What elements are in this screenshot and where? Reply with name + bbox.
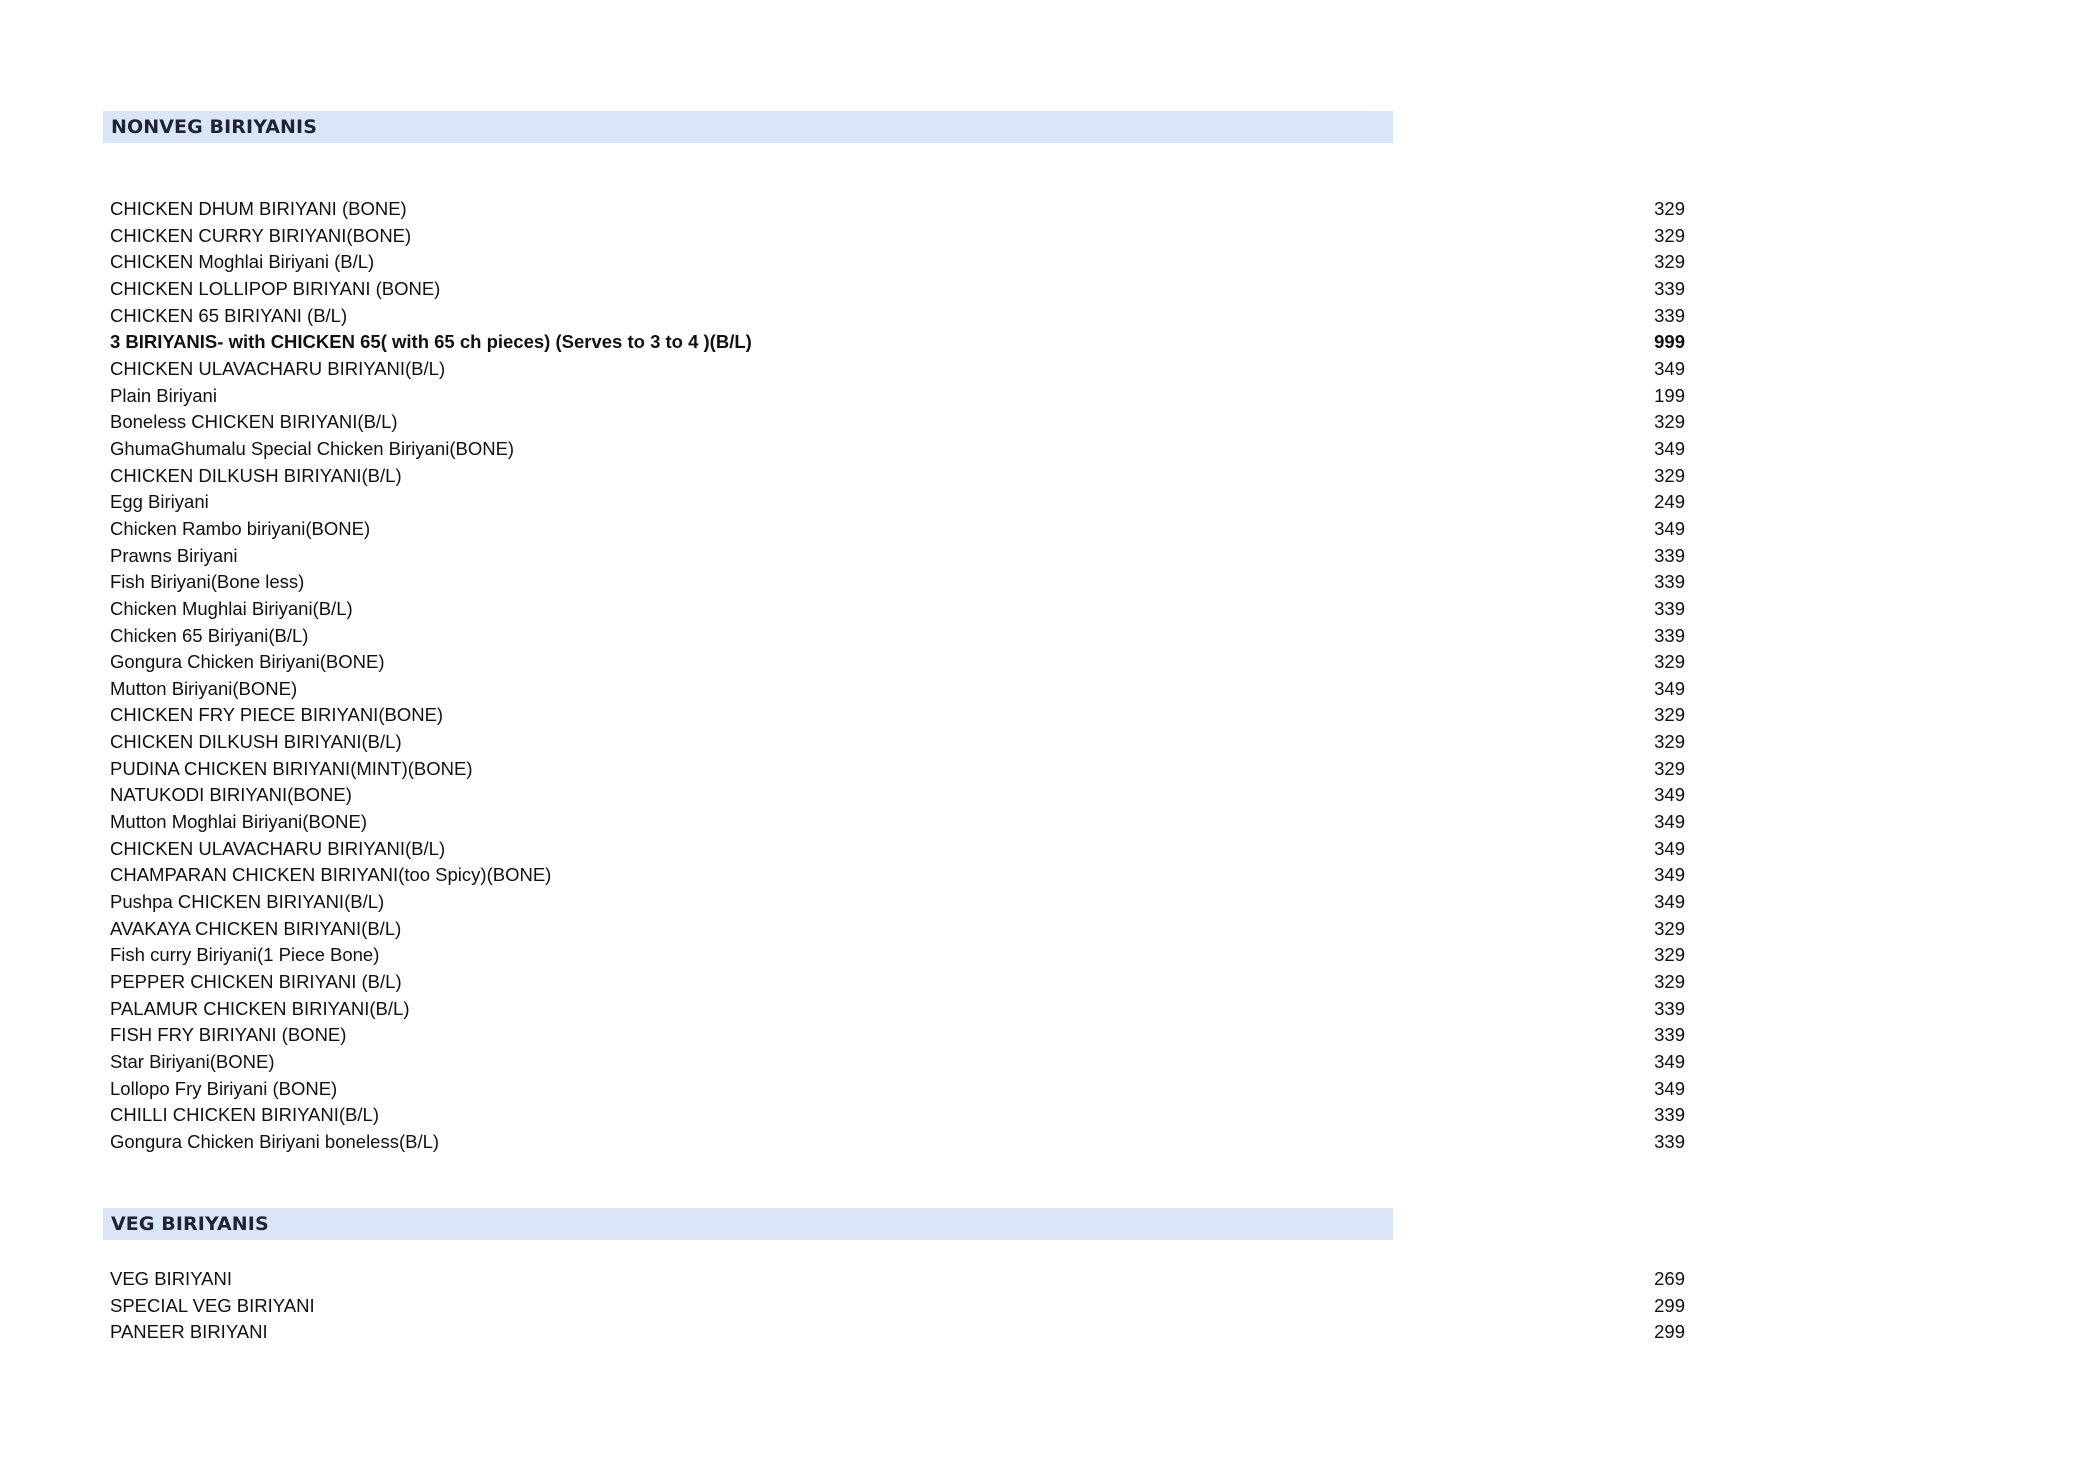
menu-item-row	[110, 223, 1685, 250]
menu-item-row	[110, 1319, 1685, 1346]
menu-item-name: CHICKEN Moghlai Biriyani (B/L)	[110, 251, 375, 273]
menu-item-row	[110, 782, 1685, 809]
menu-list-nonveg	[110, 196, 1685, 1156]
menu-item-row	[110, 889, 1685, 916]
menu-item-price: 349	[1654, 811, 1685, 833]
menu-item-price: 999	[1654, 331, 1685, 353]
menu-item-row	[110, 596, 1685, 623]
section-title-nonveg: NONVEG BIRIYANIS	[111, 116, 317, 138]
menu-item-row	[110, 276, 1685, 303]
menu-item-name: Mutton Biriyani(BONE)	[110, 677, 298, 699]
menu-item-name: CHILLI CHICKEN BIRIYANI(B/L)	[110, 1104, 379, 1126]
menu-item-price: 339	[1654, 571, 1685, 593]
menu-item-price: 349	[1654, 837, 1685, 859]
menu-item-price: 339	[1654, 304, 1685, 326]
menu-item-row	[110, 356, 1685, 383]
menu-item-row	[110, 569, 1685, 596]
menu-item-row	[110, 383, 1685, 410]
menu-item-name: Chicken 65 Biriyani(B/L)	[110, 624, 309, 646]
menu-item-price: 329	[1654, 251, 1685, 273]
menu-item-name: SPECIAL VEG BIRIYANI	[110, 1294, 315, 1316]
menu-item-price: 339	[1654, 544, 1685, 566]
menu-item-price: 349	[1654, 517, 1685, 539]
menu-item-name: CHICKEN ULAVACHARU BIRIYANI(B/L)	[110, 357, 446, 379]
menu-item-row	[110, 942, 1685, 969]
menu-item-row	[110, 969, 1685, 996]
menu-item-price: 329	[1654, 971, 1685, 993]
menu-item-name: PEPPER CHICKEN BIRIYANI (B/L)	[110, 971, 402, 993]
menu-item-row	[110, 463, 1685, 490]
menu-item-name: Prawns Biriyani	[110, 544, 238, 566]
menu-item-row	[110, 676, 1685, 703]
section-header-nonveg	[103, 111, 1393, 143]
menu-item-row	[110, 249, 1685, 276]
menu-item-price: 329	[1654, 704, 1685, 726]
menu-item-price: 339	[1654, 1104, 1685, 1126]
menu-item-price: 339	[1654, 624, 1685, 646]
menu-item-name: PUDINA CHICKEN BIRIYANI(MINT)(BONE)	[110, 757, 473, 779]
menu-item-name: 3 BIRIYANIS- with CHICKEN 65( with 65 ch pieces) (Serves to 3 to 4 )(B/L)	[110, 331, 752, 353]
menu-item-name: Lollopo Fry Biriyani (BONE)	[110, 1077, 338, 1099]
menu-item-name: PANEER BIRIYANI	[110, 1321, 268, 1343]
menu-item-row	[110, 1076, 1685, 1103]
section-header-veg	[103, 1208, 1393, 1240]
menu-item-row	[110, 623, 1685, 650]
menu-item-name: CHICKEN CURRY BIRIYANI(BONE)	[110, 224, 412, 246]
menu-item-row	[110, 436, 1685, 463]
menu-item-row	[110, 702, 1685, 729]
menu-item-price: 349	[1654, 677, 1685, 699]
menu-item-price: 349	[1654, 864, 1685, 886]
menu-item-name: PALAMUR CHICKEN BIRIYANI(B/L)	[110, 997, 410, 1019]
menu-item-price: 269	[1654, 1268, 1685, 1289]
menu-item-price: 339	[1654, 1024, 1685, 1046]
menu-item-price: 329	[1654, 411, 1685, 433]
menu-item-row	[110, 303, 1685, 330]
menu-item-row	[110, 1049, 1685, 1076]
menu-item-price: 339	[1654, 597, 1685, 619]
menu-item-price: 299	[1654, 1321, 1685, 1343]
menu-item-price: 349	[1654, 891, 1685, 913]
menu-item-name: Fish Biriyani(Bone less)	[110, 571, 305, 593]
menu-item-name: Plain Biriyani	[110, 384, 217, 406]
menu-item-price: 249	[1654, 491, 1685, 513]
menu-item-name: NATUKODI BIRIYANI(BONE)	[110, 784, 352, 806]
menu-item-row	[110, 196, 1685, 223]
menu-item-name: Pushpa CHICKEN BIRIYANI(B/L)	[110, 891, 385, 913]
menu-item-price: 339	[1654, 277, 1685, 299]
menu-item-price: 339	[1654, 1130, 1685, 1152]
menu-item-price: 329	[1654, 757, 1685, 779]
menu-item-name: CHICKEN FRY PIECE BIRIYANI(BONE)	[110, 704, 444, 726]
menu-item-row	[110, 543, 1685, 570]
menu-item-name: CHICKEN ULAVACHARU BIRIYANI(B/L)	[110, 837, 446, 859]
menu-item-row	[110, 1129, 1685, 1156]
menu-item-row	[110, 1102, 1685, 1129]
menu-item-name: Gongura Chicken Biriyani(BONE)	[110, 651, 385, 673]
menu-item-name: CHAMPARAN CHICKEN BIRIYANI(too Spicy)(BONE)	[110, 864, 552, 886]
menu-item-row	[110, 996, 1685, 1023]
menu-item-row	[110, 1293, 1685, 1320]
menu-item-row	[110, 729, 1685, 756]
menu-item-price: 349	[1654, 784, 1685, 806]
menu-item-name: Star Biriyani(BONE)	[110, 1051, 275, 1072]
menu-item-row	[110, 489, 1685, 516]
menu-item-price: 329	[1654, 651, 1685, 673]
menu-item-price: 329	[1654, 198, 1685, 219]
menu-item-row	[110, 329, 1685, 356]
menu-item-name: Chicken Rambo biriyani(BONE)	[110, 517, 371, 539]
menu-item-price: 329	[1654, 944, 1685, 966]
menu-item-price: 339	[1654, 997, 1685, 1019]
menu-item-row	[110, 516, 1685, 543]
section-title-veg: VEG BIRIYANIS	[111, 1213, 269, 1235]
menu-item-row	[110, 862, 1685, 889]
menu-item-row	[110, 809, 1685, 836]
menu-item-name: CHICKEN LOLLIPOP BIRIYANI (BONE)	[110, 277, 441, 299]
menu-item-row	[110, 836, 1685, 863]
menu-list-veg	[110, 1266, 1685, 1346]
menu-item-row	[110, 756, 1685, 783]
menu-item-name: GhumaGhumalu Special Chicken Biriyani(BONE)	[110, 437, 515, 459]
menu-item-price: 329	[1654, 917, 1685, 939]
menu-item-name: Gongura Chicken Biriyani boneless(B/L)	[110, 1130, 440, 1152]
menu-item-name: CHICKEN DILKUSH BIRIYANI(B/L)	[110, 731, 402, 753]
menu-item-name: CHICKEN 65 BIRIYANI (B/L)	[110, 304, 348, 326]
menu-item-price: 329	[1654, 224, 1685, 246]
menu-item-price: 349	[1654, 1077, 1685, 1099]
menu-item-name: Fish curry Biriyani(1 Piece Bone)	[110, 944, 380, 966]
menu-item-name: AVAKAYA CHICKEN BIRIYANI(B/L)	[110, 917, 402, 939]
menu-item-price: 349	[1654, 437, 1685, 459]
menu-item-name: VEG BIRIYANI	[110, 1268, 232, 1289]
menu-item-row	[110, 916, 1685, 943]
menu-item-price: 299	[1654, 1294, 1685, 1316]
menu-item-name: CHICKEN DHUM BIRIYANI (BONE)	[110, 198, 407, 219]
menu-item-price: 199	[1654, 384, 1685, 406]
menu-item-name: FISH FRY BIRIYANI (BONE)	[110, 1024, 347, 1046]
menu-item-row	[110, 1266, 1685, 1293]
menu-item-price: 329	[1654, 731, 1685, 753]
menu-item-name: Chicken Mughlai Biriyani(B/L)	[110, 597, 353, 619]
menu-item-price: 349	[1654, 357, 1685, 379]
menu-item-name: Mutton Moghlai Biriyani(BONE)	[110, 811, 368, 833]
menu-item-row	[110, 409, 1685, 436]
menu-item-name: Egg Biriyani	[110, 491, 209, 513]
menu-item-name: Boneless CHICKEN BIRIYANI(B/L)	[110, 411, 398, 433]
menu-item-price: 329	[1654, 464, 1685, 486]
menu-item-price: 349	[1654, 1051, 1685, 1072]
menu-item-row	[110, 649, 1685, 676]
menu-item-row	[110, 1022, 1685, 1049]
menu-item-name: CHICKEN DILKUSH BIRIYANI(B/L)	[110, 464, 402, 486]
